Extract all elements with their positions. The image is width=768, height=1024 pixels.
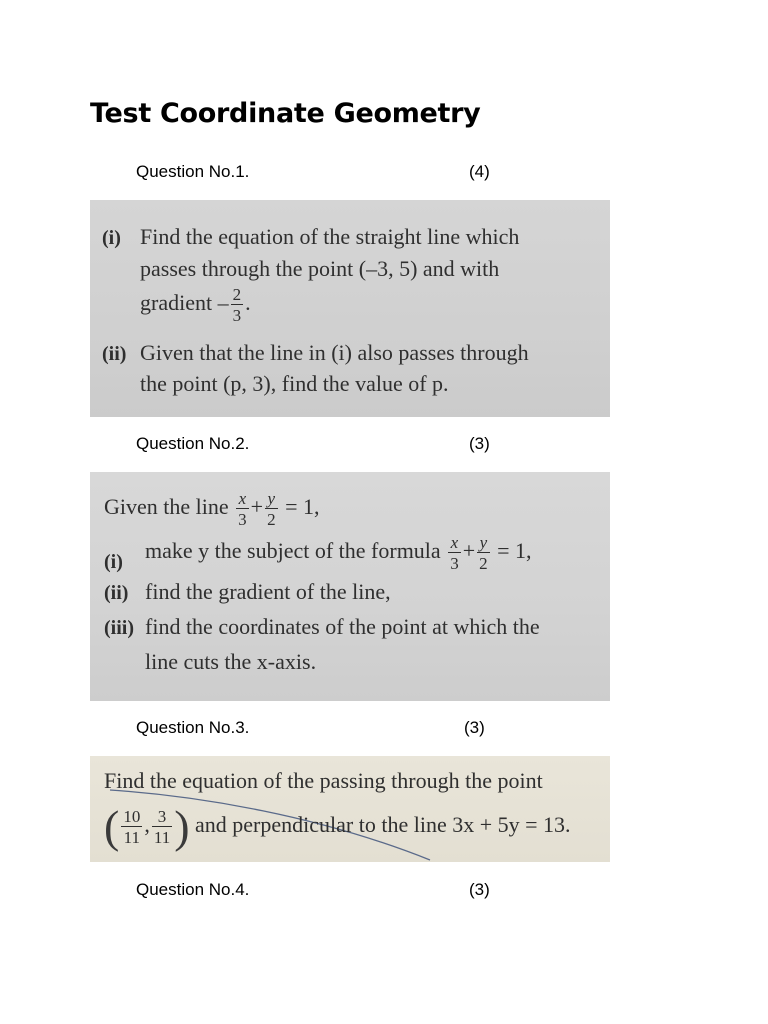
text-line	[104, 801, 571, 852]
question-marks: (4)	[469, 162, 490, 181]
question-label: Question No.4.	[136, 880, 250, 899]
question-label: Question No.3.	[136, 718, 250, 737]
fraction	[152, 808, 172, 846]
comma: ,	[144, 812, 150, 838]
fraction-denominator: 3	[238, 510, 247, 529]
text-line	[104, 490, 319, 528]
question-label: Question No.1.	[136, 162, 250, 181]
text-segment: make y the subject of the formula	[145, 538, 441, 564]
text-segment: .	[245, 290, 251, 316]
fraction	[231, 286, 244, 324]
text-line: passes through the point (–3, 5) and with	[140, 256, 500, 281]
fraction-denominator: 11	[123, 828, 141, 847]
text-line	[140, 286, 251, 324]
question-3-heading	[136, 718, 496, 740]
text-line: find the coordinates of the point at which the	[145, 614, 540, 639]
text-line: Given that the line in (i) also passes through	[140, 340, 529, 365]
question-1-heading	[136, 162, 496, 184]
fraction	[121, 808, 142, 846]
part-number: (ii)	[102, 343, 127, 365]
fraction-numerator: 10	[123, 807, 141, 826]
text-segment: and perpendicular to the line 3x + 5y = 13.	[195, 812, 571, 838]
question-3-image	[90, 756, 610, 862]
question-4-heading	[136, 880, 496, 902]
fraction-denominator: 2	[267, 510, 276, 529]
fraction	[236, 490, 249, 528]
fraction-numerator: y	[477, 534, 490, 553]
fraction-numerator: x	[236, 490, 249, 509]
plus-sign: +	[462, 538, 476, 564]
question-2-heading	[136, 434, 496, 456]
part-number: (i)	[104, 551, 123, 573]
question-marks: (3)	[469, 434, 490, 453]
question-marks: (3)	[464, 718, 485, 737]
equation-rhs: = 1,	[285, 494, 320, 520]
question-marks: (3)	[469, 880, 490, 899]
text-segment: gradient –	[140, 290, 229, 316]
text-line: Find the equation of the passing through the point	[104, 768, 543, 793]
question-1-image	[90, 200, 610, 417]
part-number: (iii)	[104, 617, 134, 639]
question-label: Question No.2.	[136, 434, 250, 453]
text-line	[145, 534, 532, 572]
plus-sign: +	[250, 494, 264, 520]
part-number: (i)	[102, 227, 121, 249]
right-paren: )	[174, 801, 190, 852]
fraction	[265, 490, 278, 528]
fraction-numerator: x	[448, 534, 461, 553]
fraction-denominator: 3	[232, 306, 242, 325]
question-2-image	[90, 472, 610, 701]
text-segment: Given the line	[104, 494, 229, 520]
fraction-denominator: 11	[153, 828, 171, 847]
fraction	[448, 534, 461, 572]
fraction	[477, 534, 490, 572]
fraction-numerator: 2	[232, 285, 242, 304]
part-number: (ii)	[104, 582, 129, 604]
text-line: the point (p, 3), find the value of p.	[140, 371, 449, 396]
text-line: find the gradient of the line,	[145, 579, 391, 604]
equation-rhs: = 1,	[497, 538, 532, 564]
fraction-numerator: y	[265, 490, 278, 509]
fraction-denominator: 2	[479, 554, 488, 573]
left-paren: (	[104, 801, 120, 852]
fraction-numerator: 3	[152, 808, 172, 827]
text-line: Find the equation of the straight line which	[140, 224, 520, 249]
fraction-denominator: 3	[450, 554, 459, 573]
page-title: Test Coordinate Geometry	[90, 98, 481, 129]
text-line: line cuts the x-axis.	[145, 649, 317, 674]
